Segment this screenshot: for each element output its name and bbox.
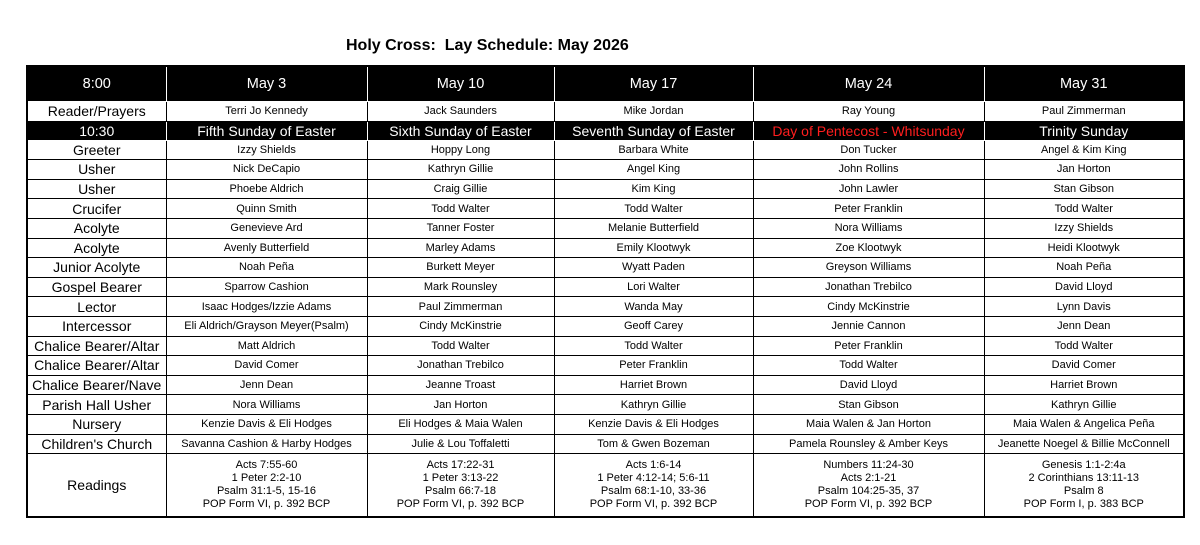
schedule-cell: Peter Franklin [753, 199, 984, 219]
role-label: Children's Church [27, 434, 166, 454]
date-header: May 31 [984, 66, 1184, 102]
schedule-cell: John Rollins [753, 160, 984, 180]
schedule-cell: Wanda May [554, 297, 753, 317]
schedule-cell: Jonathan Trebilco [367, 356, 554, 376]
schedule-cell: Peter Franklin [554, 356, 753, 376]
schedule-cell: Jan Horton [367, 395, 554, 415]
schedule-cell: Jan Horton [984, 160, 1184, 180]
schedule-cell: Genevieve Ard [166, 218, 367, 238]
header-row [27, 66, 1184, 102]
table-row [27, 160, 1184, 180]
table-row [27, 336, 1184, 356]
schedule-cell: Eli Aldrich/Grayson Meyer(Psalm) [166, 316, 367, 336]
reading-line: POP Form VI, p. 392 BCP [804, 498, 933, 511]
reading-line: POP Form VI, p. 392 BCP [202, 498, 331, 511]
role-label: Readings [27, 454, 166, 518]
table-row [27, 218, 1184, 238]
sunday-name: Seventh Sunday of Easter [554, 121, 753, 140]
service-time-1030: 10:30 [27, 121, 166, 140]
schedule-cell: Peter Franklin [753, 336, 984, 356]
reading-line: POP Form VI, p. 392 BCP [396, 498, 525, 511]
schedule-cell: Todd Walter [367, 199, 554, 219]
schedule-cell: Nick DeCapio [166, 160, 367, 180]
table-row [27, 199, 1184, 219]
schedule-cell: Pamela Rounsley & Amber Keys [753, 434, 984, 454]
table-row [27, 414, 1184, 434]
schedule-cell: Harriet Brown [984, 375, 1184, 395]
schedule-cell: Todd Walter [753, 356, 984, 376]
schedule-cell: Eli Hodges & Maia Walen [367, 414, 554, 434]
role-label: Junior Acolyte [27, 258, 166, 278]
sunday-name: Trinity Sunday [984, 121, 1184, 140]
role-label: Crucifer [27, 199, 166, 219]
schedule-cell: Stan Gibson [753, 395, 984, 415]
schedule-cell: Wyatt Paden [554, 258, 753, 278]
schedule-cell: Todd Walter [554, 336, 753, 356]
table-row [27, 316, 1184, 336]
service-header-row [27, 121, 1184, 140]
schedule-cell: Nora Williams [166, 395, 367, 415]
schedule-cell: Greyson Williams [753, 258, 984, 278]
reading-line: 1 Peter 2:2-10 [231, 472, 302, 485]
schedule-cell: Harriet Brown [554, 375, 753, 395]
page-title: Holy Cross: Lay Schedule: May 2026 [346, 37, 629, 54]
sunday-name-highlighted: Day of Pentecost - Whitsunday [753, 121, 984, 140]
date-header: May 3 [166, 66, 367, 102]
schedule-cell: Matt Aldrich [166, 336, 367, 356]
schedule-cell: Jeanne Troast [367, 375, 554, 395]
reading-line: Psalm 66:7-18 [425, 485, 496, 498]
role-label: Reader/Prayers [27, 102, 166, 122]
table-row [27, 258, 1184, 278]
schedule-cell: Jonathan Trebilco [753, 277, 984, 297]
lay-schedule-table [26, 65, 1185, 518]
schedule-cell: Jennie Cannon [753, 316, 984, 336]
schedule-cell: Jack Saunders [367, 102, 554, 122]
readings-row [27, 454, 1184, 518]
schedule-cell: Don Tucker [753, 140, 984, 160]
role-label: Chalice Bearer/Altar [27, 336, 166, 356]
table-row [27, 277, 1184, 297]
schedule-cell: Paul Zimmerman [984, 102, 1184, 122]
role-label: Usher [27, 179, 166, 199]
schedule-cell: Maia Walen & Angelica Peña [984, 414, 1184, 434]
schedule-cell: Burkett Meyer [367, 258, 554, 278]
table-row [27, 434, 1184, 454]
role-label: Intercessor [27, 316, 166, 336]
schedule-cell: Heidi Klootwyk [984, 238, 1184, 258]
schedule-cell: Tanner Foster [367, 218, 554, 238]
schedule-cell: David Comer [166, 356, 367, 376]
role-label: Chalice Bearer/Nave [27, 375, 166, 395]
table-row [27, 375, 1184, 395]
schedule-cell: Angel & Kim King [984, 140, 1184, 160]
schedule-cell: Phoebe Aldrich [166, 179, 367, 199]
schedule-cell: Kathryn Gillie [367, 160, 554, 180]
role-label: Acolyte [27, 218, 166, 238]
table-row [27, 140, 1184, 160]
schedule-cell: Terri Jo Kennedy [166, 102, 367, 122]
schedule-cell: Zoe Klootwyk [753, 238, 984, 258]
role-label: Parish Hall Usher [27, 395, 166, 415]
reading-line: Numbers 11:24-30 [823, 459, 914, 472]
schedule-cell: Jenn Dean [984, 316, 1184, 336]
schedule-cell: Angel King [554, 160, 753, 180]
schedule-cell: David Comer [984, 356, 1184, 376]
schedule-cell: Cindy McKinstrie [753, 297, 984, 317]
role-label: Usher [27, 160, 166, 180]
schedule-cell: Julie & Lou Toffaletti [367, 434, 554, 454]
sunday-name: Sixth Sunday of Easter [367, 121, 554, 140]
schedule-cell: Geoff Carey [554, 316, 753, 336]
reading-line: Acts 1:6-14 [625, 459, 682, 472]
role-label: Nursery [27, 414, 166, 434]
table-row [27, 395, 1184, 415]
service-time-800: 8:00 [27, 66, 166, 102]
reading-line: Psalm 104:25-35, 37 [817, 485, 920, 498]
schedule-cell: Jenn Dean [166, 375, 367, 395]
schedule-cell: Isaac Hodges/Izzie Adams [166, 297, 367, 317]
reading-line: 2 Corinthians 13:11-13 [1028, 472, 1139, 485]
reading-line: Acts 17:22-31 [426, 459, 495, 472]
schedule-cell: Hoppy Long [367, 140, 554, 160]
schedule-cell: Marley Adams [367, 238, 554, 258]
schedule-cell: Quinn Smith [166, 199, 367, 219]
reading-line: Acts 2:1-21 [840, 472, 897, 485]
schedule-cell: Todd Walter [367, 336, 554, 356]
schedule-cell: Todd Walter [984, 336, 1184, 356]
role-label: Acolyte [27, 238, 166, 258]
table-row [27, 238, 1184, 258]
schedule-cell: Nora Williams [753, 218, 984, 238]
schedule-cell: David Lloyd [984, 277, 1184, 297]
schedule-cell: Kathryn Gillie [984, 395, 1184, 415]
schedule-cell: Kathryn Gillie [554, 395, 753, 415]
schedule-cell: Noah Peña [984, 258, 1184, 278]
schedule-cell: Savanna Cashion & Harby Hodges [166, 434, 367, 454]
schedule-cell: David Lloyd [753, 375, 984, 395]
table-row [27, 102, 1184, 122]
schedule-cell: Sparrow Cashion [166, 277, 367, 297]
schedule-cell: Kim King [554, 179, 753, 199]
reading-line: 1 Peter 4:12-14; 5:6-11 [597, 472, 710, 485]
schedule-cell: Kenzie Davis & Eli Hodges [554, 414, 753, 434]
readings-cell [984, 454, 1184, 518]
readings-cell [554, 454, 753, 518]
reading-line: Acts 7:55-60 [235, 459, 298, 472]
schedule-cell: Avenly Butterfield [166, 238, 367, 258]
schedule-cell: Mike Jordan [554, 102, 753, 122]
schedule-cell: Maia Walen & Jan Horton [753, 414, 984, 434]
schedule-cell: Jeanette Noegel & Billie McConnell [984, 434, 1184, 454]
schedule-cell: Noah Peña [166, 258, 367, 278]
table-row [27, 356, 1184, 376]
schedule-cell: Melanie Butterfield [554, 218, 753, 238]
schedule-cell: Todd Walter [554, 199, 753, 219]
schedule-cell: Izzy Shields [984, 218, 1184, 238]
schedule-cell: Cindy McKinstrie [367, 316, 554, 336]
schedule-cell: Emily Klootwyk [554, 238, 753, 258]
schedule-cell: Paul Zimmerman [367, 297, 554, 317]
readings-cell [367, 454, 554, 518]
schedule-cell: John Lawler [753, 179, 984, 199]
readings-cell [753, 454, 984, 518]
schedule-cell: Craig Gillie [367, 179, 554, 199]
schedule-cell: Lori Walter [554, 277, 753, 297]
readings-cell [166, 454, 367, 518]
reading-line: POP Form VI, p. 392 BCP [589, 498, 718, 511]
schedule-cell: Tom & Gwen Bozeman [554, 434, 753, 454]
schedule-cell: Kenzie Davis & Eli Hodges [166, 414, 367, 434]
schedule-cell: Barbara White [554, 140, 753, 160]
date-header: May 24 [753, 66, 984, 102]
schedule-cell: Izzy Shields [166, 140, 367, 160]
role-label: Gospel Bearer [27, 277, 166, 297]
role-label: Chalice Bearer/Altar [27, 356, 166, 376]
table-row [27, 297, 1184, 317]
reading-line: 1 Peter 3:13-22 [422, 472, 499, 485]
reading-line: Psalm 68:1-10, 33-36 [600, 485, 707, 498]
date-header: May 17 [554, 66, 753, 102]
reading-line: POP Form I, p. 383 BCP [1023, 498, 1144, 511]
schedule-cell: Ray Young [753, 102, 984, 122]
schedule-cell: Stan Gibson [984, 179, 1184, 199]
table-row [27, 179, 1184, 199]
role-label: Greeter [27, 140, 166, 160]
reading-line: Psalm 8 [1063, 485, 1104, 498]
schedule-cell: Mark Rounsley [367, 277, 554, 297]
schedule-cell: Todd Walter [984, 199, 1184, 219]
schedule-cell: Lynn Davis [984, 297, 1184, 317]
reading-line: Genesis 1:1-2:4a [1041, 459, 1126, 472]
role-label: Lector [27, 297, 166, 317]
sunday-name: Fifth Sunday of Easter [166, 121, 367, 140]
reading-line: Psalm 31:1-5, 15-16 [216, 485, 317, 498]
date-header: May 10 [367, 66, 554, 102]
